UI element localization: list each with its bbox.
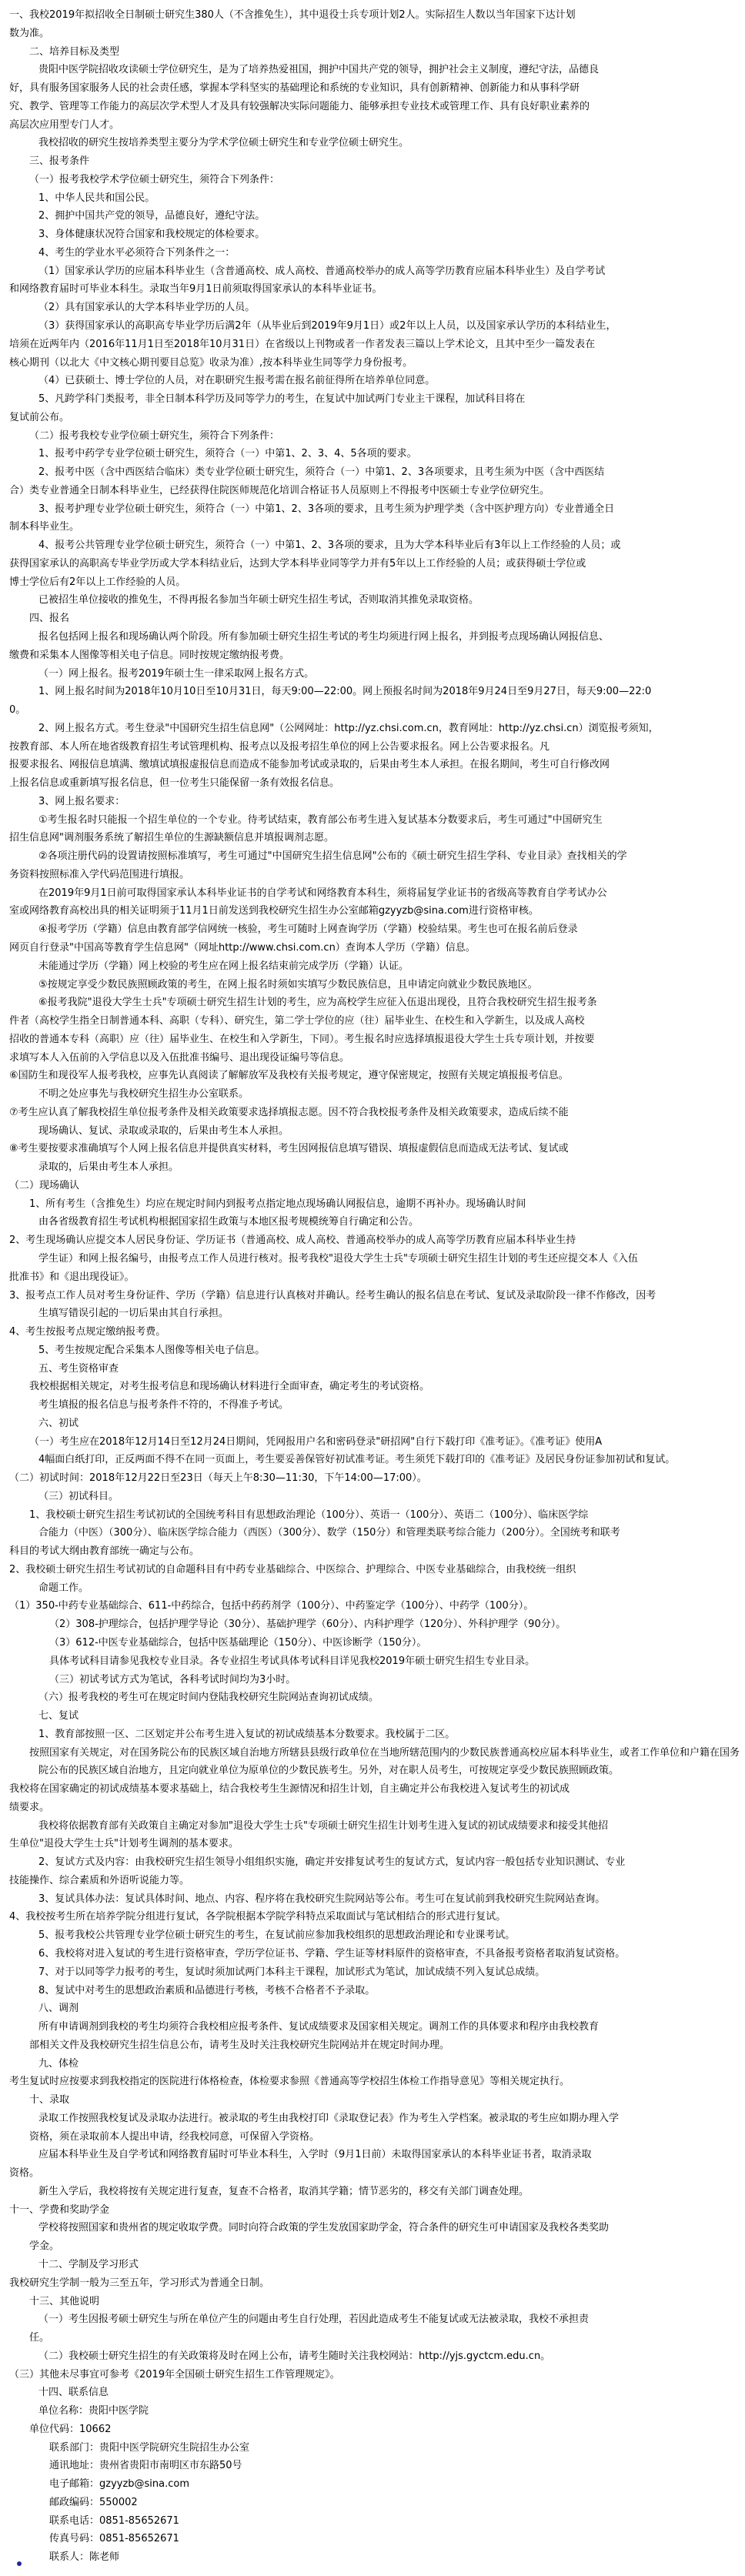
text-line: 合）类专业普通全日制本科毕业生，已经获得住院医师规范化培训合格证书人员原则上不得报考中医硕士专业学位研究生。: [9, 484, 550, 496]
text-line: 生填写错误引起的一切后果由其自行承担。: [38, 1308, 229, 1320]
text-line: 十三、其他说明: [29, 2295, 100, 2307]
text-line: （2）具有国家承认的大学本科毕业学历的人员。: [38, 302, 256, 314]
text-line: 由各省级教育招生考试机构根据国家招生政策与本地区报考规模统筹自行确定和公告。: [38, 1216, 419, 1228]
text-line: ⑥国防生和现役军人报考我校，应事先认真阅读了解解放军及我校有关报考规定，遵守保密规定，按照有关规定填报报考信息。: [9, 1070, 569, 1082]
text-line: （1）350-中药专业基础综合、611-中药综合，包括中药药剂学（100分）、中药鉴定学（100分）、中药学（100分）。: [9, 1600, 534, 1612]
text-line: 我校研究生学制一般为三至五年，学习形式为普通全日制。: [9, 2277, 270, 2289]
text-line: 联系人：陈老师: [49, 2551, 120, 2564]
text-line: 已被招生单位接收的推免生，不得再报名参加当年硕士研究生招生考试，否则取消其推免录取资格。: [38, 594, 479, 606]
text-line: 博士学位后有2年以上工作经验的人员。: [9, 576, 186, 588]
text-line: ④报考学历（学籍）信息由教育部学信网统一核验，考生可随时上网查询学历（学籍）校验结果。考生也可在报名前后登录: [38, 924, 578, 936]
text-line: 务资料按照标准入学代码范围进行填报。: [9, 868, 190, 880]
text-line: （2）308-护理综合，包括护理学导论（30分）、基础护理学（60分）、内科护理学（120分）、外科护理学（90分）。: [49, 1619, 566, 1631]
text-line: （二）现场确认: [9, 1179, 80, 1191]
text-line: （一）考生应在2018年12月14日至12月24日期间，凭网报用户名和密码登录"研招网"自行下载打印《准考证》。《准考证》使用A: [29, 1435, 603, 1448]
text-line: （三）其他未尽事宜可参考《2019年全国硕士研究生招生工作管理规定》。: [9, 2368, 340, 2381]
text-line: （二）我校硕士研究生招生的有关政策将及时在网上公布，请考生随时关注我校网站：http://yjs.gyctcm.edu.cn。: [38, 2350, 551, 2362]
text-line: 新生入学后，我校将按有关规定进行复查，复查不合格者，取消其学籍；情节恶劣的，移交有关部门调查处理。: [38, 2185, 530, 2197]
text-line: 合能力（中医）（300分）、临床医学综合能力（西医）（300分）、数学（150分）和管理类联考综合能力（200分）。全国统考和联考: [38, 1527, 620, 1539]
text-line: 科目的考试大纲由教育部统一确定与公布。: [9, 1545, 200, 1558]
text-line: 电子邮箱：gzyyzb@sina.com: [49, 2478, 190, 2491]
text-line: 2、报考中医（含中西医结合临床）类专业学位硕士研究生，须符合（一）中第1、2、3各项要求，且考生须为中医（含中西医结: [38, 466, 605, 479]
text-line: （一）网上报名。报考2019年硕士生一律采取网上报名方式。: [38, 667, 315, 680]
text-line: 8、复试中对考生的思想政治素质和品德进行考核，考核不合格者不予录取。: [38, 1984, 376, 1996]
text-line: 所有申请调剂到我校的考生均须符合我校相应报考条件、复试成绩要求及国家相关规定。调剂工作的具体要求和程序由我校教育: [38, 2021, 600, 2033]
text-line: 按教育部、本人所在地省级教育招生考试管理机构、报考点以及报考招生单位的网上公告要求报名。网上公告要求报名。凡: [9, 740, 550, 753]
text-line: 0。: [9, 704, 26, 717]
text-line: ⑦考生应认真了解我校招生单位报考条件及相关政策要求选择填报志愿。因不符合我校报考条件及相关政策要求，造成后续不能: [9, 1106, 569, 1118]
text-line: 培须在近两年内（2016年11月1日至2018年10月31日）在省级以上刊物或者一作者发表三篇以上学术论文，且其中至少一篇发表在: [9, 338, 596, 350]
text-line: （六）报考我校的考生可在规定时间内登陆我校研究生院网站查询初试成绩。: [38, 1692, 379, 1704]
text-line: 3、网上报名要求：: [38, 795, 125, 807]
text-line: 具体考试科目请参见我校专业目录。各专业招生考试具体考试科目详见我校2019年硕士研究生招生专业目录。: [49, 1655, 536, 1667]
text-line: 技能操作、综合素质和外语听说能力等。: [9, 1874, 190, 1886]
text-line: （二）初试时间：2018年12月22日至23日（每天上午8:30—11:30，下午14:00—17:00）。: [9, 1472, 427, 1485]
text-line: （三）初试科目。: [38, 1490, 119, 1502]
text-line: 1、所有考生（含推免生）均应在规定时间内到报考点指定地点现场确认网报信息，逾期不再补办。现场确认时间: [29, 1198, 526, 1210]
text-line: 4、报考公共管理专业学位硕士研究生，须符合（一）中第1、2、3各项的要求，且为大学本科毕业后有3年以上工作经验的人员；或: [38, 540, 621, 552]
text-line: 十二、学制及学习形式: [38, 2259, 139, 2270]
text-line: 制本科毕业生。: [9, 521, 80, 533]
text-line: 传真号码：0851-85652671: [49, 2533, 179, 2545]
text-line: 联系电话：0851-85652671: [49, 2514, 179, 2527]
text-line: 招收的普通本专科（高职）应（往）届毕业生、在校生和入学新生，下同）。考生报名时应选择填报退役大学生士兵专项计划，并按要: [9, 1033, 595, 1045]
text-line: 十一、学费和奖助学金: [9, 2203, 110, 2216]
text-line: 复试前公布。: [9, 411, 70, 423]
text-line: 3、报考点工作人员对考生身份证件、学历（学籍）信息进行认真核对并确认。经考生确认的报名信息在考试、复试及录取阶段一律不作修改，因考: [9, 1289, 656, 1301]
text-line: 和网络教育届时可毕业本科生。录取当年9月1日前须取得国家承认的本科毕业证书。: [9, 283, 383, 296]
text-line: 4幅面白纸打印，正反两面不得不在同一页面上，考生要妥善保管好初试准考证。考生须凭下载打印的《准考证》及居民身份证参加初试和复试。: [38, 1454, 676, 1466]
text-line: 命题工作。: [38, 1582, 89, 1594]
text-line: 高层次应用型专门人才。: [9, 119, 120, 131]
text-line: （一）考生因报考硕士研究生与所在单位产生的问题由考生自行处理，若因此造成考生不能复试或无法被录取，我校不承担责: [38, 2314, 590, 2326]
text-line: 4、考生的学业水平必须符合下列条件之一：: [38, 246, 236, 259]
text-line: 1、教育部按照一区、二区划定并公布考生进入复试的初试成绩基本分数要求。我校属于二区。: [38, 1728, 456, 1740]
text-line: 1、中华人民共和国公民。: [38, 192, 155, 204]
text-line: 二、培养目标及类型: [29, 45, 120, 58]
text-line: 缴费和采集本人图像等相关电子信息。同时按规定缴纳报考费。: [9, 649, 290, 661]
text-line: 录取工作按照我校复试及录取办法进行。被录取的考生由我校打印《录取登记表》作为考生入学档案。被录取的考生应如期办理入学: [38, 2112, 620, 2124]
text-line: 邮政编码：550002: [49, 2496, 138, 2508]
text-line: 2、网上报名方式。考生登录"中国研究生招生信息网"（公网网址：http://yz.chsi.com.cn，教育网址：http://yz.chsi.cn）浏览报考须知，: [38, 722, 659, 734]
text-line: 2、考生现场确认应提交本人居民身份证、学历证书（普通高校、成人高校、普通高校举办的成人高等学历教育应届本科毕业生持: [9, 1235, 576, 1247]
text-line: 未能通过学历（学籍）网上校验的考生应在网上报名结束前完成学历（学籍）认证。: [38, 960, 409, 972]
text-line: 资格，须在录取前本人提出申请，经我校同意，可保留入学资格。: [29, 2130, 320, 2143]
text-line: 1、网上报名时间为2018年10月10日至10月31日，每天9:00—22:00。网上预报名时间为2018年9月24日至9月27日，每天9:00—22:0: [38, 686, 652, 698]
text-line: 录取的，后果由考生本人承担。: [38, 1161, 179, 1174]
text-line: （3）612-中医专业基础综合，包括中医基础理论（150分）、中医诊断学（150分）。: [49, 1637, 427, 1649]
text-line: 我校将依据教育部有关政策自主确定对参加"退役大学生士兵"专项硕士研究生招生计划考生进入复试的初试成绩要求和接受其他招: [38, 1819, 608, 1832]
text-line: 六、初试: [38, 1417, 79, 1429]
text-line: 7、对于以同等学力报考的考生，复试时须加试两门本科主干课程，加试形式为笔试，加试成绩不列入复试总成绩。: [38, 1966, 546, 1978]
text-line: 件者（高校学生指全日制普通本科、高职（专科）、研究生，第二学士学位的应（往）届毕业生、在校生和入学新生，以及成人高校: [9, 1015, 585, 1027]
text-line: 现场确认、复试、录取或录取的，后果由考生本人承担。: [38, 1124, 289, 1137]
text-line: 考生复试时应按要求到我校指定的医院进行体格检查，体检要求参照《普通高等学校招生体检工作指导意见》等相关规定执行。: [9, 2076, 570, 2088]
text-line: ①考生报名时只能报一个招生单位的一个专业。待考试结束，教育部公布考生进入复试基本分数要求后，考生可通过"中国研究生: [38, 814, 603, 826]
text-line: 2、我校硕士研究生招生考试初试的自命题科目有中药专业基础综合、中医综合、护理综合、中医专业基础综合，由我校统一组织: [9, 1563, 576, 1575]
text-line: 单位代码：10662: [29, 2423, 112, 2435]
text-line: 求填写本人入伍前的入学信息以及入伍批准书编号、退出现役证编号等信息。: [9, 1051, 350, 1064]
text-line: 学校将按照国家和贵州省的规定收取学费。同时向符合政策的学生发放国家助学金，符合条件的研究生可申请国家及我校各类奖助: [38, 2222, 610, 2234]
text-line: 一、我校2019年拟招收全日制硕士研究生380人（不含推免生），其中退役士兵专项计划2人。实际招生人数以当年国家下达计划: [9, 9, 576, 21]
text-line: 4、我校按考生所在培养学院分组进行复试，各学院根据本学院学科特点采取面试与笔试相结合的形式进行复试。: [9, 1911, 506, 1923]
text-line: 十四、联系信息: [38, 2387, 109, 2399]
text-line: 院公布的民族区域自治地方，且定向就业单位为原单位的少数民族考生。另外，对在职人员考生，可按规定享受少数民族照顾政策。: [38, 1765, 620, 1777]
text-line: 生单位"退役大学生士兵"计划考生调剂的基本要求。: [9, 1838, 239, 1850]
text-line: 3、身体健康状况符合国家和我校规定的体检要求。: [38, 229, 266, 241]
text-line: 我校根据相关规定，对考生报考信息和现场确认材料进行全面审查，确定考生的考试资格。: [29, 1381, 430, 1393]
text-line: 通讯地址：贵州省贵阳市南明区市东路50号: [49, 2460, 242, 2472]
text-line: 室或网络教育高校出具的相关证明须于11月1日前发送到我校研究生招生办公室邮箱gzyyzb@sina.com进行资格审核。: [9, 905, 539, 917]
text-line: （一）报考我校学术学位硕士研究生，须符合下列条件：: [29, 173, 280, 185]
text-line: 3、复试具体办法：复试具体时间、地点、内容、程序将在我校研究生院网站等公布。考生可在复试前到我校研究生院网站查询。: [38, 1893, 606, 1905]
text-line: ②各项注册代码的设置请按照标准填写，考生可通过"中国研究生招生信息网"公布的《硕士研究生招生学科、专业目录》查找相关的学: [38, 850, 627, 863]
bullet-dot: [17, 2561, 22, 2566]
text-line: 贵阳中医学院招收攻读硕士学位研究生，是为了培养热爱祖国，拥护中国共产党的领导，拥护社会主义制度，遵纪守法，品德良: [38, 64, 600, 76]
text-line: 批准书》和《退出现役证》。: [9, 1271, 135, 1283]
text-line: 四、报名: [29, 613, 70, 625]
text-line: （3）获得国家承认的高职高专毕业学历后满2年（从毕业后到2019年9月1日）或2年以上人员，以及国家承认学历的本科结业生，: [38, 319, 616, 332]
text-line: 报名包括网上报名和现场确认两个阶段。所有参加硕士研究生招生考试的考生均须进行网上报名，并到报考点现场确认网报信息、: [38, 630, 610, 643]
text-line: 5、考生按规定配合采集本人图像等相关电子信息。: [38, 1344, 266, 1356]
text-line: 十、录取: [29, 2094, 70, 2107]
text-line: ⑧考生要按要求准确填写个人网上报名信息并提供真实材料，考生因网报信息填写错误、填报虚假信息而造成无法考试、复试或: [9, 1143, 569, 1155]
text-line: 上报名信息或重新填写报名信息，但一位考生只能保留一条有效报名信息。: [9, 777, 340, 790]
text-line: （1）国家承认学历的应届本科毕业生（含普通高校、成人高校、普通高校举办的成人高等学历教育应届本科毕业生）及自学考试: [38, 265, 606, 277]
text-line: 网页自行登录"中国高等教育学生信息网"（网址http://www.chsi.com.cn）查询本人学历（学籍）信息。: [9, 941, 476, 954]
text-line: 1、报考中药学专业学位硕士研究生，须符合（一）中第1、2、3、4、5各项的要求。: [38, 448, 417, 460]
text-line: 应届本科毕业生及自学考试和网络教育届时可毕业本科生，入学时（9月1日前）未取得国家承认的本科毕业证书者，取消录取: [38, 2149, 592, 2161]
text-line: 我校招收的研究生按培养类型主要分为学术学位硕士研究生和专业学位硕士研究生。: [38, 137, 409, 149]
text-line: 在2019年9月1日前可取得国家承认本科毕业证书的自学考试和网络教育本科生，须将届复学业证书的省级高等教育自学考试办公: [38, 887, 607, 899]
text-line: ⑥报考我院"退役大学生士兵"专项硕士研究生招生计划的考生，应为高校学生应征入伍退出现役，且符合我校研究生招生报考条: [38, 997, 597, 1009]
text-line: 七、复试: [38, 1710, 79, 1722]
text-line: （三）初试考试方式为笔试，各科考试时间均为3小时。: [49, 1673, 296, 1686]
text-line: 获得国家承认的高职高专毕业学历或大学本科结业后，达到大学本科毕业同等学力并有5年以上工作经验的人员；或获得硕士学位或: [9, 557, 586, 570]
text-line: 1、我校硕士研究生招生考试初试的全国统考科目有思想政治理论（100分）、英语一（100分）、英语二（100分）、临床医学综: [29, 1509, 589, 1521]
text-line: 好，具有服务国家服务人民的社会责任感，掌握本学科坚实的基础理论和系统的专业知识，具有创新精神、创新能力和从事科学研: [9, 82, 580, 95]
text-line: （二）报考我校专业学位硕士研究生，须符合下列条件：: [29, 429, 280, 442]
text-line: 学金。: [29, 2240, 60, 2253]
text-line: 5、凡跨学科门类报考，非全日制本科学历及同等学力的考生，在复试中加试两门专业主干课程，加试科目将在: [38, 393, 526, 406]
text-line: 核心期刊（以北大《中文核心期刊要目总览》收录为准）,按本科毕业生同等学力身份报考。: [9, 356, 413, 369]
text-line: 五、考生资格审查: [38, 1362, 119, 1375]
text-line: 6、我校将对进入复试的考生进行资格审查，学历学位证书、学籍、学生证等材料原件的资格审查，不具备报考资格者取消复试资格。: [38, 1948, 626, 1960]
text-line: 3、报考护理专业学位硕士研究生，须符合（一）中第1、2、3各项的要求，且考生须为护理学类（含中医护理方向）专业普通全日: [38, 503, 615, 515]
text-line: 数为准。: [9, 27, 50, 39]
text-line: 不明之处应事先与我校研究生招生办公室联系。: [38, 1088, 249, 1101]
text-line: 九、体检: [38, 2057, 79, 2070]
text-line: 5、报考我校公共管理专业学位硕士研究生的考生，在复试前应参加我校组织的思想政治理论和专业课考试。: [38, 1929, 516, 1942]
text-line: （4）已获硕士、博士学位的人员，对在职研究生报考需在报名前征得所在培养单位同意。: [38, 375, 436, 387]
text-line: 单位名称：贵阳中医学院: [38, 2405, 149, 2417]
text-line: 究、教学、管理等工作能力的高层次学术型人才及具有较强解决实际问题能力、能够承担专业技术或管理工作、具有良好职业素养的: [9, 100, 590, 112]
text-line: 联系部门：贵阳中医学院研究生院招生办公室: [49, 2441, 250, 2454]
text-line: 招生信息网"调剂服务系统了解招生单位的生源缺额信息并填报调剂志愿。: [9, 832, 334, 844]
text-line: 4、考生按报考点规定缴纳报考费。: [9, 1326, 166, 1338]
text-line: 资格。: [9, 2167, 40, 2180]
text-line: 绩要求。: [9, 1801, 50, 1813]
text-line: 任。: [29, 2332, 50, 2344]
text-line: ⑤按规定享受少数民族照顾政策的考生，在网上报名时须如实填写少数民族信息，且申请定向就业少数民族地区。: [38, 978, 538, 991]
text-line: 学生证）和网上报名编号，由报考点工作人员进行核对。报考我校"退役大学生士兵"专项硕士研究生招生计划的考生还应提交本人《入伍: [38, 1252, 638, 1265]
text-line: 部相关文件及我校研究生招生信息公布，请考生及时关注我校研究生院网站并在规定时间办理。: [29, 2039, 450, 2051]
text-line: 考生填报的报名信息与报考条件不符的，不得准予考试。: [38, 1399, 289, 1412]
text-line: 2、复试方式及内容：由我校研究生招生领导小组组织实施，确定并安排复试考生的复试方式，复试内容一般包括专业知识测试、专业: [38, 1856, 626, 1869]
text-line: 三、报考条件: [29, 155, 90, 168]
text-line: 我校将在国家确定的初试成绩基本要求基础上，结合我校考生生源情况和招生计划，自主确定并公布我校进入复试考生的初试成: [9, 1783, 570, 1796]
text-line: 按照国家有关规定，对在国务院公布的民族区域自治地方所辖县县级行政单位在当地所辖范围内的少数民族普通高校应届本科毕业生，或者工作单位和户籍在国务: [29, 1746, 740, 1759]
text-line: 2、拥护中国共产党的领导，品德良好，遵纪守法。: [38, 210, 266, 222]
text-line: 八、调剂: [38, 2003, 79, 2015]
text-line: 报要求报名、网报信息填满、缴填试填报虚报信息而造成不能参加考试或录取的，后果由考生本人承担。在报名期间，考生可自行修改网: [9, 759, 610, 771]
